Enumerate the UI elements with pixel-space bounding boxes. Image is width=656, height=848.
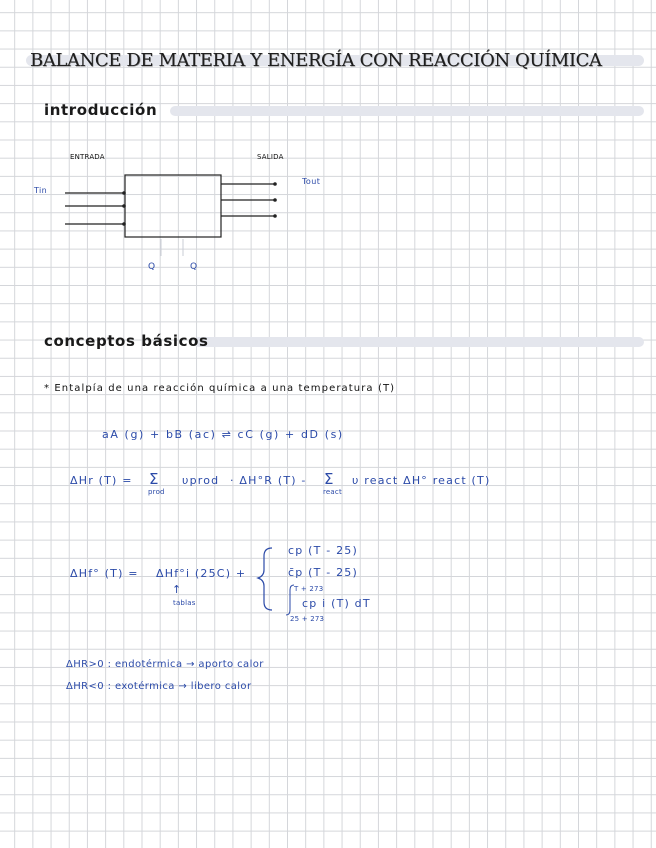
eq2-arrow: ↑ — [172, 583, 183, 596]
exothermic-note: ΔHR<0 : exotérmica → libero calor — [66, 681, 252, 692]
eq1-sum-prod: Σ — [149, 470, 160, 488]
diagram-q-2: Q — [190, 262, 198, 272]
diagram-q-1: Q — [148, 262, 156, 272]
eq1-term-react: υ react ΔH° react (T) — [352, 474, 491, 487]
eq1-term-prod: υprod — [182, 474, 220, 487]
eq2-option-2: c̄p (T - 25) — [288, 566, 358, 579]
eq1-sum-react-sub: react — [323, 488, 342, 496]
eq2-tables-note: tablas — [173, 599, 196, 607]
eq2-lhs: ΔHf° (T) = — [70, 567, 139, 580]
enthalpy-heading: * Entalpía de una reacción química a una temperatura (T) — [44, 383, 396, 394]
diagram-t-in: Tin — [34, 186, 48, 195]
section-basics-heading: conceptos básicos — [44, 332, 209, 350]
diagram-input-label: ENTRADA — [70, 153, 105, 161]
eq2-option-1: cp (T - 25) — [288, 544, 358, 557]
reaction-equation: aA (g) + bB (ac) ⇌ cC (g) + dD (s) — [102, 428, 344, 441]
eq2-integral-upper: T + 273 — [294, 585, 324, 593]
endothermic-note: ΔHR>0 : endotérmica → aporto calor — [66, 659, 264, 670]
eq1-sum-prod-sub: prod — [148, 488, 165, 496]
eq1-middle: · ΔH°R (T) - — [230, 474, 307, 487]
eq1-lhs: ΔHr (T) = — [70, 474, 133, 487]
eq2-middle: ΔHf°i (25C) + — [156, 567, 247, 580]
diagram-output-label: SALIDA — [257, 153, 284, 161]
section-intro-heading: introducción — [44, 101, 158, 119]
eq2-integral-lower: 25 + 273 — [290, 615, 325, 623]
eq2-integral-body: cp i (T) dT — [302, 597, 371, 610]
page-title: BALANCE DE MATERIA Y ENERGÍA CON REACCIÓN QUÍMICA — [30, 50, 602, 71]
diagram-t-out: Tout — [302, 177, 321, 186]
eq1-sum-react: Σ — [324, 470, 335, 488]
